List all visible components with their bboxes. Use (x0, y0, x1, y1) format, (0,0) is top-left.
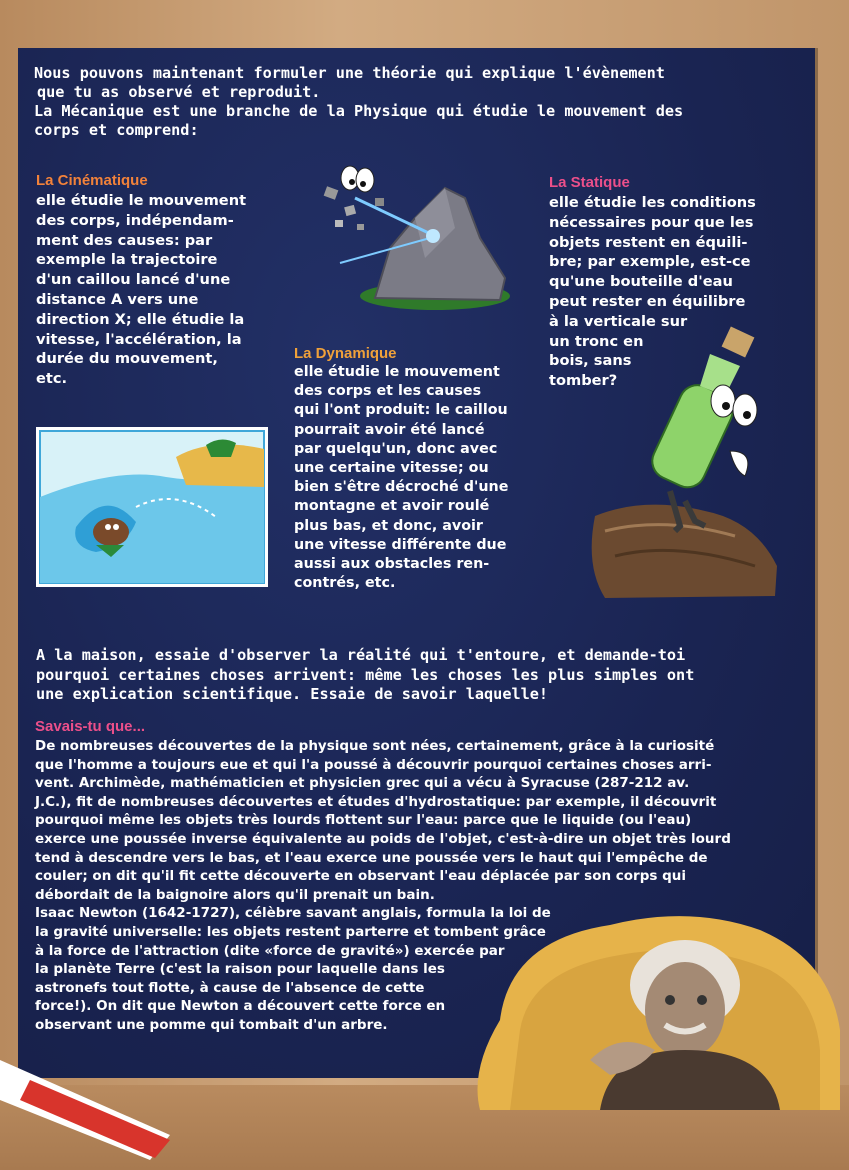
dynamique-line: plus bas, et donc, avoir (294, 517, 483, 534)
intro-line: Nous pouvons maintenant formuler une théorie qui explique l'évènement (34, 64, 665, 82)
statique-line: bois, sans (549, 352, 632, 370)
intro-line: La Mécanique est une branche de la Physique qui étudie le mouvement des (34, 102, 684, 120)
water-splash-illustration (36, 427, 268, 587)
savais-line: la planète Terre (c'est la raison pour laquelle dans les (35, 961, 445, 978)
dynamique-section (294, 345, 530, 593)
dynamique-body (294, 363, 530, 593)
dynamique-line: une vitesse différente due (294, 536, 507, 553)
statique-line: nécessaires pour que les (549, 213, 754, 231)
savais-line: tend à descendre vers le bas, et l'eau exerce une poussée vers le haut qui l'empêche de (35, 849, 708, 866)
savais-line: pourquoi même les objets très lourds flottent sur l'eau: parce que le liquide (ou l'eau) (35, 812, 692, 829)
savais-line: la gravité universelle: les objets restent parterre et tombent grâce (35, 923, 546, 940)
intro-line: corps et comprend: (34, 121, 199, 139)
cinematique-line: vitesse, l'accélération, la (36, 330, 242, 348)
statique-line: bre; par exemple, est-ce (549, 253, 751, 271)
dynamique-line: par quelqu'un, donc avec (294, 440, 498, 457)
dynamique-line: aussi aux obstacles ren- (294, 556, 490, 573)
savais-line: astronefs tout flotte, à cause de l'absence de cette (35, 979, 425, 996)
savais-line: De nombreuses découvertes de la physique sont nées, certainement, grâce à la curiosité (35, 738, 715, 754)
statique-title: La Statique (549, 174, 630, 191)
cinematique-line: elle étudie le mouvement (36, 192, 247, 209)
dynamique-line: des corps et les causes (294, 383, 482, 400)
savais-line: J.C.), fit de nombreuses découvertes et études d'hydrostatique: par exemple, il découvrit (35, 793, 717, 810)
cinematique-body (36, 191, 262, 389)
cinematique-section (36, 172, 262, 389)
dynamique-line: qui l'ont produit: le caillou (294, 402, 508, 419)
dynamique-line: contrés, etc. (294, 575, 396, 592)
cinematique-line: distance A vers une (36, 290, 199, 308)
savais-section (35, 718, 795, 1035)
savais-title: Savais-tu que... (35, 718, 146, 735)
cinematique-line: d'un caillou lancé d'une (36, 271, 231, 289)
dynamique-line: pourrait avoir été lancé (294, 421, 485, 438)
dynamique-line: bien s'être décroché d'une (294, 479, 509, 496)
cinematique-line: durée du mouvement, (36, 350, 218, 368)
cinematique-line: direction X; elle étudie la (36, 310, 245, 328)
statique-line: objets restent en équili- (549, 233, 748, 251)
bottle-character-illustration (585, 326, 785, 601)
statique-line: un tronc en (549, 332, 644, 350)
maison-line: pourquoi certaines choses arrivent: même les choses les plus simples ont (36, 665, 695, 684)
statique-line: elle étudie les conditions (549, 194, 756, 211)
eraser-decoration (0, 1040, 200, 1160)
dynamique-title: La Dynamique (294, 345, 397, 362)
cinematique-line: etc. (36, 370, 68, 388)
savais-line: débordait de la baignoire alors qu'il prenait un bain. (35, 886, 435, 903)
savais-line: que l'homme a toujours eue et qui l'a poussé à découvrir pourquoi certaines choses arri- (35, 756, 712, 773)
maison-line: A la maison, essaie d'observer la réalité qui t'entoure, et demande-toi (36, 646, 686, 664)
savais-body (35, 737, 795, 1035)
maison-text (36, 646, 796, 705)
intro-text (34, 64, 794, 140)
cinematique-line: des corps, indépendam- (36, 211, 234, 229)
dynamique-line: elle étudie le mouvement (294, 364, 500, 380)
statique-line: peut rester en équilibre (549, 292, 746, 310)
dynamique-line: montagne et avoir roulé (294, 498, 490, 515)
statique-line: à la verticale sur (549, 312, 688, 330)
savais-line: force!). On dit que Newton a découvert cette force en (35, 998, 446, 1015)
statique-line: tomber? (549, 372, 618, 390)
savais-line: couler; on dit qu'il fit cette découverte en observant l'eau déplacée par son corps qui (35, 868, 687, 885)
cinematique-title: La Cinématique (36, 172, 148, 189)
cinematique-line: exemple la trajectoire (36, 251, 218, 269)
rock-character-illustration (295, 158, 525, 318)
dynamique-line: une certaine vitesse; ou (294, 460, 489, 477)
statique-line: qu'une bouteille d'eau (549, 273, 733, 291)
intro-line: que tu as observé et reproduit. (37, 83, 321, 101)
maison-line: une explication scientifique. Essaie de savoir laquelle! (36, 685, 549, 703)
savais-line: observant une pomme qui tombait d'un arbre. (35, 1016, 388, 1033)
savais-line: Isaac Newton (1642-1727), célèbre savant anglais, formula la loi de (35, 905, 551, 922)
cinematique-line: ment des causes: par (36, 231, 213, 249)
savais-line: exerce une poussée inverse équivalente au poids de l'objet, c'est-à-dire un objet très lourd (35, 830, 731, 847)
savais-line: à la force de l'attraction (dite «force de gravité») exercée par (35, 942, 505, 959)
savais-line: vent. Archimède, mathématicien et physicien grec qui a vécu à Syracuse (287-212 av. (35, 775, 690, 792)
